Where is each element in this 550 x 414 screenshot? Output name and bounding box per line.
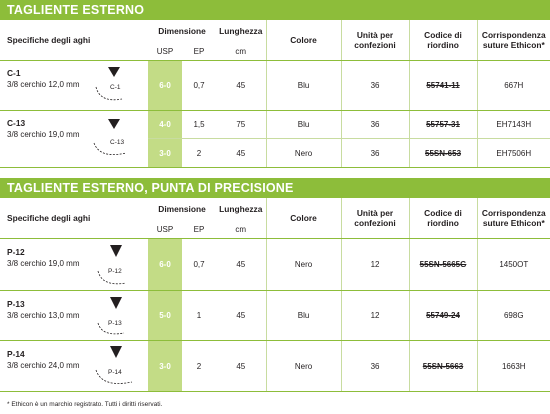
needle-icon-label: P-12: [108, 268, 122, 275]
header-length-unit: cm: [235, 224, 247, 234]
needle-spec: [0, 111, 148, 168]
product-table: [0, 198, 550, 392]
length-value: 45: [216, 139, 266, 168]
header-usp: USP: [156, 224, 174, 234]
color-value: Blu: [266, 291, 341, 341]
ethicon-value: 1663H: [477, 341, 550, 392]
ep-value: 2: [182, 139, 216, 168]
header-units: Unità per confezioni: [341, 20, 409, 61]
needle-name: P-14: [7, 349, 25, 359]
units-value: 12: [341, 291, 409, 341]
header-dimension: Dimensione: [158, 26, 206, 36]
usp-value: 6-0: [148, 61, 182, 111]
header-color: Colore: [266, 20, 341, 61]
header-ep: EP: [193, 224, 205, 234]
header-length: Lunghezza: [219, 26, 263, 36]
header-units: Unità per confezioni: [341, 198, 409, 239]
needle-desc: 3/8 cerchio 12,0 mm: [7, 80, 80, 89]
needle-icon-label: C-1: [110, 84, 121, 91]
header-spec: Specifiche degli aghi: [0, 20, 148, 61]
ep-value: 1: [182, 291, 216, 341]
header-usp: USP: [156, 46, 174, 56]
length-value: 45: [216, 291, 266, 341]
needle-spec: [0, 291, 148, 341]
section-title: TAGLIENTE ESTERNO: [0, 0, 550, 20]
usp-value: 3-0: [148, 341, 182, 392]
section-title: TAGLIENTE ESTERNO, PUNTA DI PRECISIONE: [0, 178, 550, 198]
ep-value: 0,7: [182, 239, 216, 291]
needle-icon-label: P-13: [108, 320, 122, 327]
usp-value: 5-0: [148, 291, 182, 341]
needle-name: P-13: [7, 299, 25, 309]
color-value: Nero: [266, 139, 341, 168]
length-value: 45: [216, 341, 266, 392]
reverse-cutting-needle-icon: [88, 65, 138, 107]
code-value: 55SN-5665G: [409, 239, 477, 291]
needle-name: C-1: [7, 68, 21, 78]
usp-value: 4-0: [148, 111, 182, 139]
header-ep: EP: [193, 46, 205, 56]
units-value: 36: [341, 139, 409, 168]
length-value: 45: [216, 61, 266, 111]
header-dimension: Dimensione: [158, 204, 206, 214]
needle-name: C-13: [7, 118, 26, 128]
length-value: 75: [216, 111, 266, 139]
product-table: [0, 20, 550, 168]
needle-desc: 3/8 cerchio 24,0 mm: [7, 361, 80, 370]
code-value: 55749-24: [409, 291, 477, 341]
needle-spec: [0, 341, 148, 392]
needle-name: P-12: [7, 247, 25, 257]
units-value: 12: [341, 239, 409, 291]
needle-desc: 3/8 cerchio 13,0 mm: [7, 311, 80, 320]
color-value: Nero: [266, 341, 341, 392]
precision-point-needle-icon: [92, 344, 142, 390]
ethicon-value: 698G: [477, 291, 550, 341]
reverse-cutting-needle-icon: [88, 117, 138, 161]
header-ethicon: Corrispondenza suture Ethicon*: [477, 20, 550, 61]
header-length: Lunghezza: [219, 204, 263, 214]
ep-value: 2: [182, 341, 216, 392]
header-ethicon: Corrispondenza suture Ethicon*: [477, 198, 550, 239]
needle-icon-label: P-14: [108, 369, 122, 376]
needle-desc: 3/8 cerchio 19,0 mm: [7, 259, 80, 268]
needle-desc: 3/8 cerchio 19,0 mm: [7, 130, 80, 139]
ep-value: 1,5: [182, 111, 216, 139]
units-value: 36: [341, 61, 409, 111]
header-code: Codice di riordino: [409, 198, 477, 239]
header-length-unit: cm: [235, 46, 247, 56]
needle-spec: [0, 239, 148, 291]
code-value: 55SN-5663: [409, 341, 477, 392]
code-value: 55757-31: [409, 111, 477, 139]
length-value: 45: [216, 239, 266, 291]
header-spec: Specifiche degli aghi: [0, 198, 148, 239]
color-value: Blu: [266, 111, 341, 139]
ethicon-value: 667H: [477, 61, 550, 111]
usp-value: 3-0: [148, 139, 182, 168]
ethicon-value: 1450OT: [477, 239, 550, 291]
precision-point-needle-icon: [92, 243, 140, 289]
precision-point-needle-icon: [92, 295, 140, 339]
code-value: 55SN-653: [409, 139, 477, 168]
units-value: 36: [341, 111, 409, 139]
color-value: Nero: [266, 239, 341, 291]
color-value: Blu: [266, 61, 341, 111]
ep-value: 0,7: [182, 61, 216, 111]
needle-icon-label: C-13: [110, 139, 125, 146]
needle-spec: [0, 61, 148, 111]
header-code: Codice di riordino: [409, 20, 477, 61]
header-color: Colore: [266, 198, 341, 239]
usp-value: 6-0: [148, 239, 182, 291]
ethicon-value: EH7506H: [477, 139, 550, 168]
units-value: 36: [341, 341, 409, 392]
ethicon-value: EH7143H: [477, 111, 550, 139]
code-value: 55741-11: [409, 61, 477, 111]
footnote: * Ethicon è un marchio registrato. Tutti i diritti riservati.: [7, 401, 163, 408]
